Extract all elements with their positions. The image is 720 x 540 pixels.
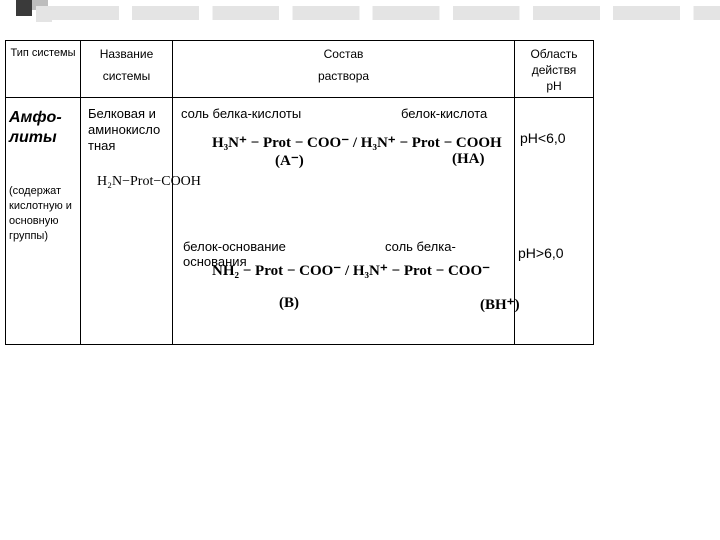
system-type-title: Амфо- литы <box>9 109 62 146</box>
system-name: Белковая и аминокисло тная <box>88 106 161 153</box>
label-acid-salt: соль белка-кислоты <box>181 106 302 121</box>
header-composition-line1: Состав <box>323 47 364 61</box>
decor-strip <box>52 6 720 20</box>
acid-salt-symbol: (A⁻) <box>275 153 304 169</box>
header-composition-line2: раствора <box>317 69 370 83</box>
header-composition <box>173 46 514 84</box>
acid-formula: H₃N⁺ − Prot − COO⁻ / H₃N⁺ − Prot − COOH <box>212 135 502 151</box>
decor-square-light <box>36 6 52 22</box>
base-salt-symbol: (BH⁺) <box>480 297 520 313</box>
label-protein-base: белок-основание <box>183 239 286 254</box>
base-formula: NH₂ − Prot − COO⁻ / H₃N⁺ − Prot − COO⁻ <box>212 263 491 279</box>
header-type: Тип системы <box>10 47 76 59</box>
ph-acid-range: pH<6,0 <box>520 130 566 146</box>
header-ph-range: Область действя рН <box>530 47 578 93</box>
general-formula: H₂N−Prot−COOH <box>97 174 201 189</box>
ph-base-range: pH>6,0 <box>518 245 564 261</box>
header-name <box>81 46 172 84</box>
base-symbol: (B) <box>279 295 299 311</box>
header-name-line1: Название <box>99 47 154 61</box>
label-base-salt: соль белка- <box>385 239 456 254</box>
header-name-line2: системы <box>102 69 151 83</box>
decorative-header-bar <box>0 0 720 22</box>
acid-symbol: (HA) <box>452 151 485 167</box>
label-protein-acid: белок-кислота <box>401 106 488 121</box>
system-type-note: (содержат кислотную и основную группы) <box>9 185 72 242</box>
decor-square-dark <box>16 0 32 16</box>
label-protein-base-cont: основания <box>183 254 247 269</box>
